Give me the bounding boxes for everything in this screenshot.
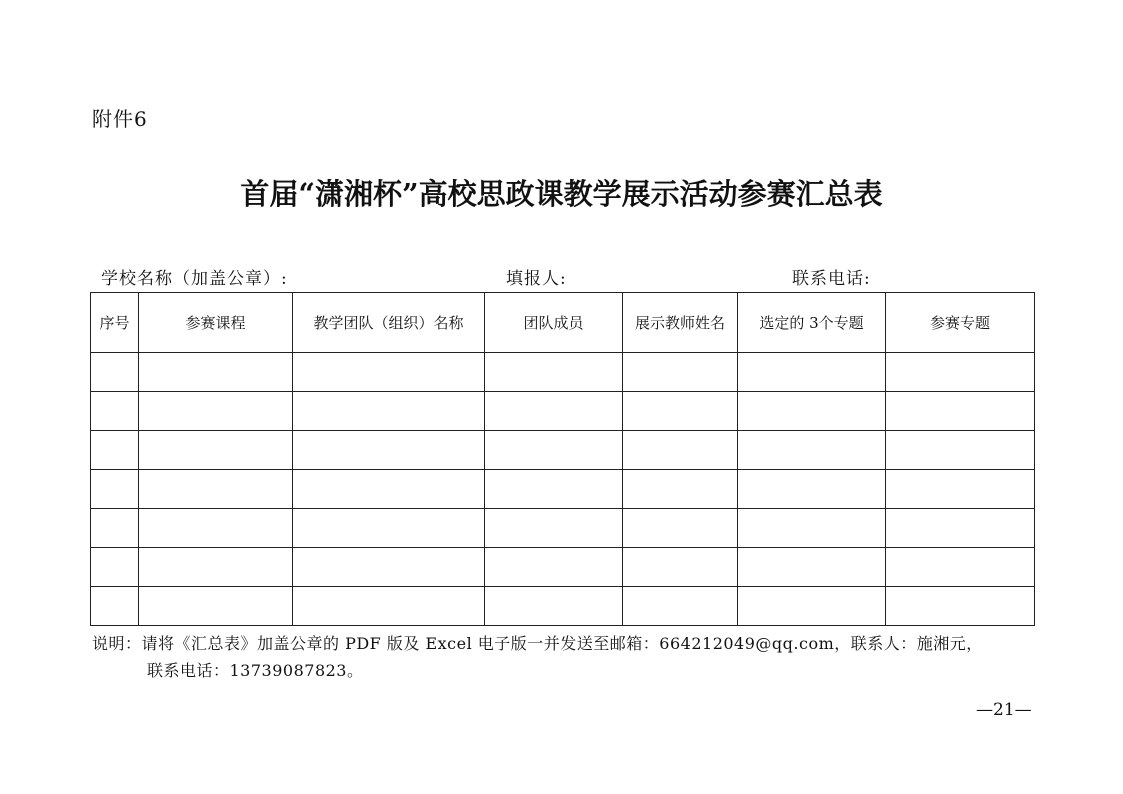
column-header: 展示教师姓名 — [623, 293, 738, 353]
table-cell — [293, 431, 485, 470]
table-cell — [91, 353, 139, 392]
table-cell — [485, 548, 623, 587]
table-cell — [623, 431, 738, 470]
table-cell — [886, 392, 1035, 431]
column-header: 教学团队（组织）名称 — [293, 293, 485, 353]
table-cell — [738, 470, 886, 509]
note-line-1: 说明：请将《汇总表》加盖公章的 PDF 版及 Excel 电子版一并发送至邮箱：664212049@qq.com，联系人：施湘元， — [92, 634, 983, 653]
table-header-row — [91, 293, 1035, 353]
table-row — [91, 353, 1035, 392]
table-cell — [91, 470, 139, 509]
page-number: —21— — [976, 700, 1032, 720]
table-cell — [293, 392, 485, 431]
table-row — [91, 587, 1035, 626]
table-cell — [91, 392, 139, 431]
table-cell — [485, 509, 623, 548]
table-cell — [485, 353, 623, 392]
table-cell — [91, 548, 139, 587]
table-cell — [293, 470, 485, 509]
table-cell — [139, 431, 293, 470]
table-cell — [293, 548, 485, 587]
table-cell — [623, 548, 738, 587]
table-cell — [293, 509, 485, 548]
column-header: 参赛课程 — [139, 293, 293, 353]
table-cell — [886, 587, 1035, 626]
table-cell — [623, 392, 738, 431]
table-cell — [886, 353, 1035, 392]
table-cell — [139, 509, 293, 548]
table-cell — [485, 470, 623, 509]
table-cell — [623, 587, 738, 626]
table-row — [91, 548, 1035, 587]
contact-phone-label: 联系电话: — [792, 269, 871, 289]
table-cell — [485, 392, 623, 431]
summary-table — [90, 292, 1035, 626]
column-header: 参赛专题 — [886, 293, 1035, 353]
filler-label: 填报人: — [506, 269, 567, 289]
table-cell — [91, 431, 139, 470]
table-cell — [623, 353, 738, 392]
table-row — [91, 392, 1035, 431]
table-cell — [886, 470, 1035, 509]
document-title: 首届“潇湘杯”高校思政课教学展示活动参赛汇总表 — [240, 177, 883, 211]
table-cell — [623, 470, 738, 509]
table-cell — [139, 392, 293, 431]
table-cell — [293, 353, 485, 392]
table-cell — [139, 353, 293, 392]
school-name-label: 学校名称（加盖公章）: — [101, 269, 288, 289]
table-cell — [738, 431, 886, 470]
table-cell — [139, 587, 293, 626]
table-cell — [139, 470, 293, 509]
table-cell — [886, 431, 1035, 470]
table-cell — [139, 548, 293, 587]
table-cell — [293, 587, 485, 626]
table-row — [91, 470, 1035, 509]
table-cell — [738, 392, 886, 431]
table-cell — [485, 587, 623, 626]
table-row — [91, 509, 1035, 548]
table-cell — [886, 548, 1035, 587]
table-cell — [886, 509, 1035, 548]
attachment-label: 附件6 — [92, 107, 148, 131]
note-line-2: 联系电话：13739087823。 — [147, 661, 364, 680]
table-cell — [738, 548, 886, 587]
table-cell — [485, 431, 623, 470]
column-header: 团队成员 — [485, 293, 623, 353]
table-row — [91, 431, 1035, 470]
column-header: 选定的 3个专题 — [738, 293, 886, 353]
table-cell — [91, 509, 139, 548]
table-cell — [738, 587, 886, 626]
column-header: 序号 — [91, 293, 139, 353]
instruction-note — [92, 630, 1037, 684]
table-cell — [738, 353, 886, 392]
table-cell — [623, 509, 738, 548]
table-cell — [738, 509, 886, 548]
table-cell — [91, 587, 139, 626]
